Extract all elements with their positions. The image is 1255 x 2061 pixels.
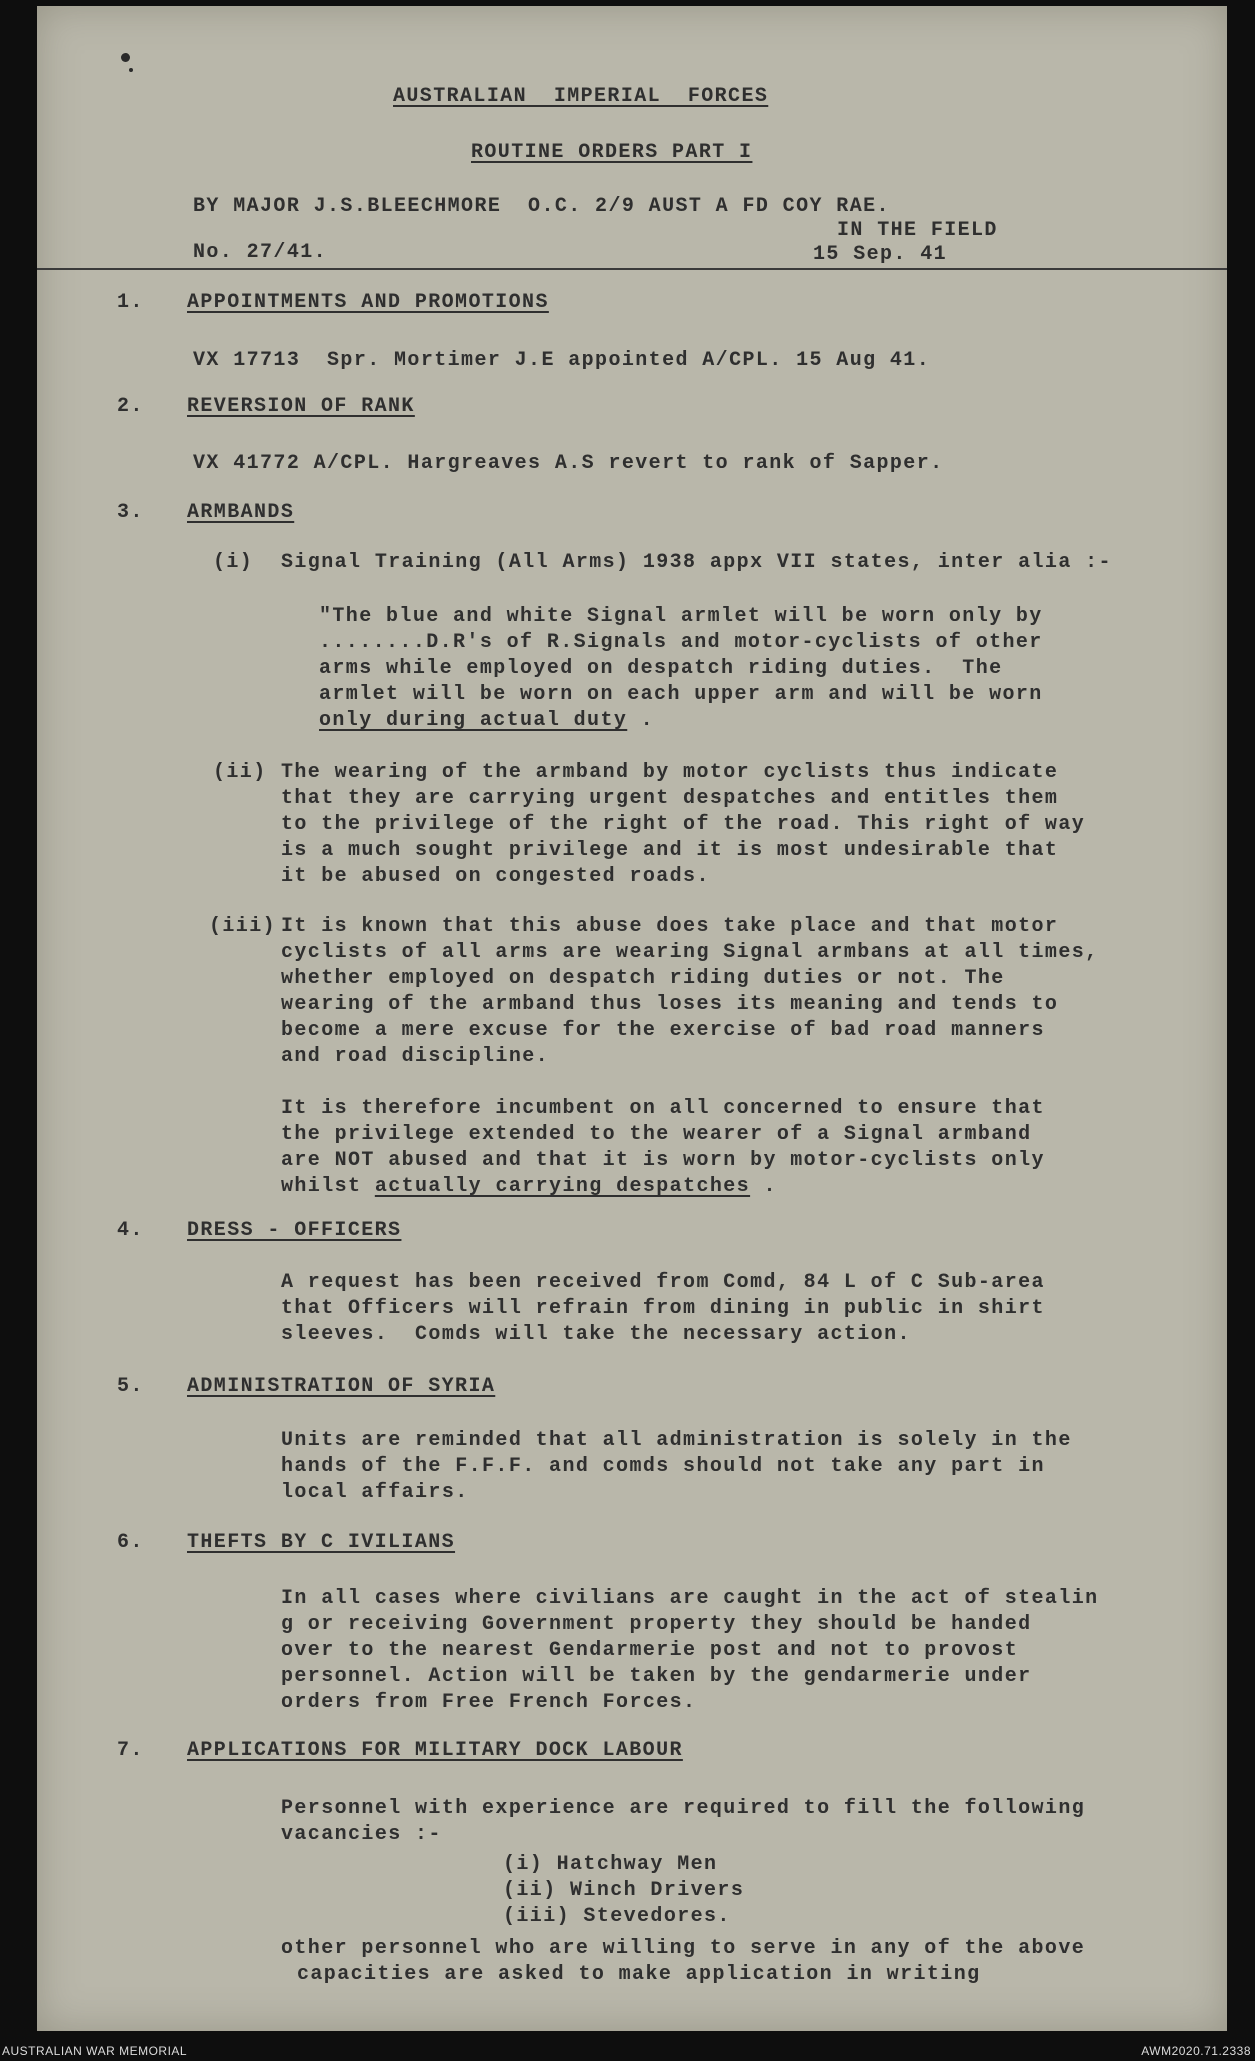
quote-line: "The blue and white Signal armlet will be worn only by — [319, 605, 1043, 628]
section-line: personnel. Action will be taken by the gendarmerie under — [281, 1665, 1032, 1688]
header-subtitle: ROUTINE ORDERS PART I — [471, 141, 753, 164]
subitem-line: to the privilege of the right of the road. This right of way — [281, 813, 1086, 836]
subitem-label: (i) — [213, 551, 254, 574]
section-line: g or receiving Government property they should be handed — [281, 1613, 1032, 1636]
subitem-line: cyclists of all arms are wearing Signal armbans at all times, — [281, 941, 1099, 964]
subitem-line: that they are carrying urgent despatches and entitles them — [281, 787, 1059, 810]
list-item: (iii) Stevedores. — [503, 1905, 731, 1928]
section-number: 4. — [117, 1219, 144, 1242]
paragraph-line: are NOT abused and that it is worn by motor-cyclists only — [281, 1149, 1045, 1172]
paragraph-emphasis: actually carrying despatches — [374, 1175, 751, 1198]
quote-line: armlet will be worn on each upper arm and will be worn — [319, 683, 1043, 706]
quote-emphasis: only during actual duty — [319, 709, 628, 732]
section-line: VX 41772 A/CPL. Hargreaves A.S revert to rank of Sapper. — [193, 452, 944, 475]
document-page — [37, 6, 1227, 2031]
paragraph-line: the privilege extended to the wearer of a Signal armband — [281, 1123, 1032, 1146]
section-number: 7. — [117, 1739, 144, 1762]
subitem-line: The wearing of the armband by motor cyclists thus indicate — [281, 761, 1059, 784]
section-line: other personnel who are willing to serve in any of the above — [281, 1937, 1086, 1960]
subitem-line: is a much sought privilege and it is most undesirable that — [281, 839, 1059, 862]
quote-line: ........D.R's of R.Signals and motor-cyclists of other — [319, 631, 1043, 654]
header-place: IN THE FIELD — [837, 219, 998, 242]
paragraph-line: It is therefore incumbent on all concerned to ensure that — [281, 1097, 1045, 1120]
section-number: 6. — [117, 1531, 144, 1554]
section-line: VX 17713 Spr. Mortimer J.E appointed A/CPL. 15 Aug 41. — [193, 349, 931, 372]
list-item: (ii) Winch Drivers — [503, 1879, 745, 1902]
header-rule — [37, 268, 1227, 270]
section-line: A request has been received from Comd, 84 L of C Sub-area — [281, 1271, 1045, 1294]
section-heading: APPOINTMENTS AND PROMOTIONS — [187, 291, 549, 314]
subitem-label: (ii) — [213, 761, 267, 784]
list-item: (i) Hatchway Men — [503, 1853, 718, 1876]
section-number: 3. — [117, 501, 144, 524]
subitem-line: and road discipline. — [281, 1045, 550, 1068]
paragraph-pre: whilst — [281, 1175, 375, 1198]
header-title: AUSTRALIAN IMPERIAL FORCES — [393, 85, 769, 108]
section-heading: REVERSION OF RANK — [187, 395, 415, 418]
quote-line: arms while employed on despatch riding duties. The — [319, 657, 1003, 680]
header-issuer: BY MAJOR J.S.BLEECHMORE O.C. 2/9 AUST A FD COY RAE. — [193, 195, 890, 218]
paragraph-line-last — [281, 1174, 777, 1200]
subitem-label: (iii) — [209, 915, 277, 938]
section-number: 2. — [117, 395, 144, 418]
subitem-text: Signal Training (All Arms) 1938 appx VII states, inter alia :- — [281, 551, 1112, 574]
section-heading: ADMINISTRATION OF SYRIA — [187, 1375, 496, 1398]
punch-hole — [121, 53, 130, 62]
section-heading: APPLICATIONS FOR MILITARY DOCK LABOUR — [187, 1739, 683, 1762]
subitem-line: whether employed on despatch riding duties or not. The — [281, 967, 1005, 990]
footer-institution: AUSTRALIAN WAR MEMORIAL — [2, 2044, 188, 2058]
punch-mark — [129, 68, 133, 72]
section-line: vacancies :- — [281, 1823, 442, 1846]
paragraph-end: . — [750, 1175, 777, 1198]
subitem-line: wearing of the armband thus loses its meaning and tends to — [281, 993, 1059, 1016]
section-line: capacities are asked to make application in writing — [297, 1963, 981, 1986]
subitem-line: It is known that this abuse does take place and that motor — [281, 915, 1059, 938]
section-line: over to the nearest Gendarmerie post and not to provost — [281, 1639, 1019, 1662]
footer-accession: AWM2020.71.2338 — [1141, 2044, 1251, 2058]
quote-end: . — [627, 709, 655, 732]
section-line: In all cases where civilians are caught in the act of stealin — [281, 1587, 1099, 1610]
section-number: 5. — [117, 1375, 144, 1398]
section-line: Units are reminded that all administration is solely in the — [281, 1429, 1072, 1452]
subitem-line: become a mere excuse for the exercise of bad road manners — [281, 1019, 1045, 1042]
section-line: Personnel with experience are required to fill the following — [281, 1797, 1086, 1820]
section-heading: THEFTS BY C IVILIANS — [187, 1531, 456, 1554]
subitem-line: it be abused on congested roads. — [281, 865, 710, 888]
quote-line-last — [319, 708, 654, 734]
section-line: hands of the F.F.F. and comds should not take any part in — [281, 1455, 1045, 1478]
section-line: that Officers will refrain from dining in public in shirt — [281, 1297, 1045, 1320]
order-number: No. 27/41. — [193, 241, 328, 264]
section-number: 1. — [117, 291, 144, 314]
section-line: local affairs. — [281, 1481, 469, 1504]
section-line: orders from Free French Forces. — [281, 1691, 697, 1714]
section-line: sleeves. Comds will take the necessary action. — [281, 1323, 911, 1346]
section-heading: DRESS - OFFICERS — [187, 1219, 402, 1242]
order-date: 15 Sep. 41 — [813, 243, 948, 266]
section-heading: ARMBANDS — [187, 501, 295, 524]
